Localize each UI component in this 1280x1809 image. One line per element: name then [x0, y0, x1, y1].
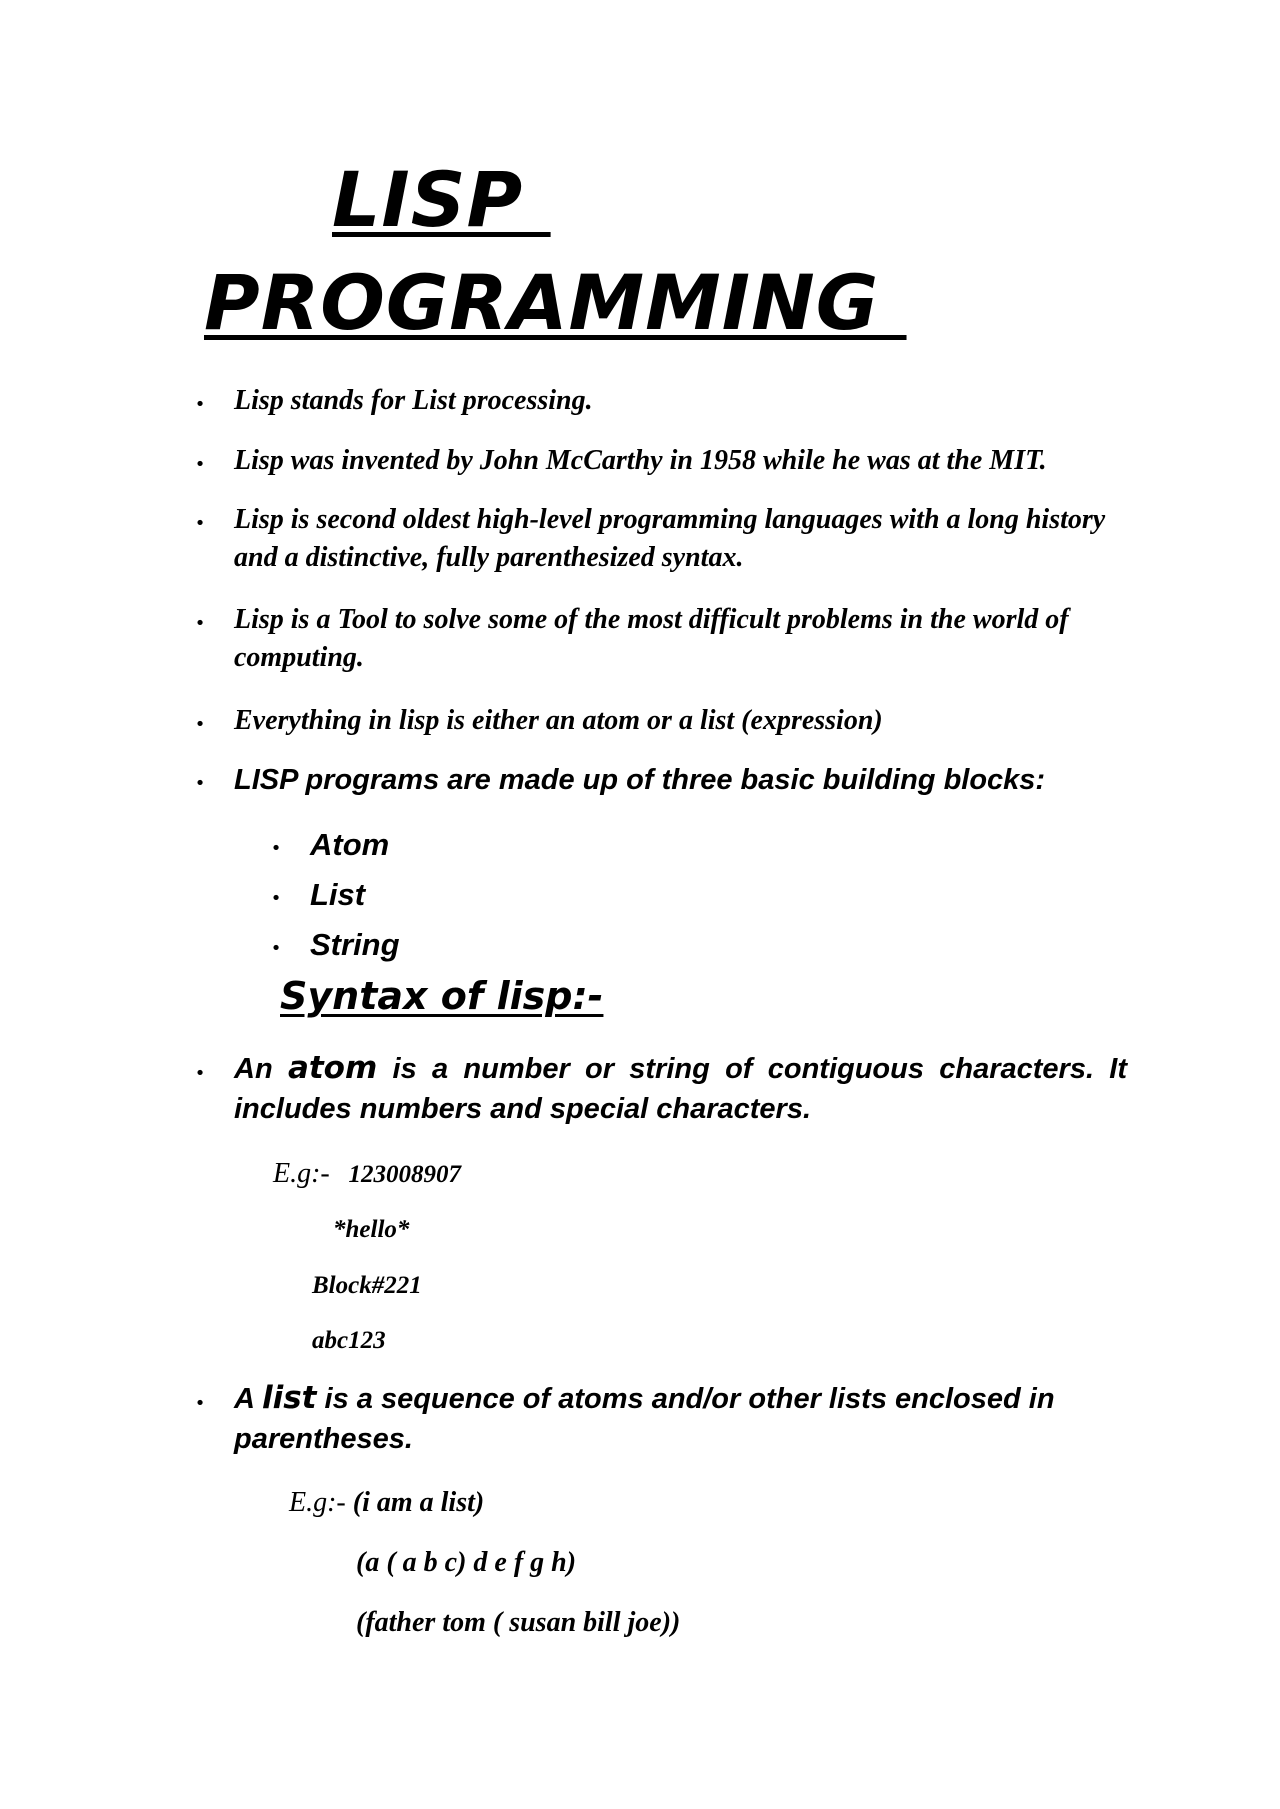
atom-example-2: *hello* [333, 1216, 410, 1243]
atom-example-label: E.g:- [273, 1158, 330, 1189]
atom-term: atom [287, 1050, 378, 1086]
sub-bullet-icon: • [270, 938, 282, 959]
atom-example-value: 123008907 [348, 1161, 462, 1188]
list-example-1 [289, 1485, 484, 1521]
list-def-prefix: A [234, 1383, 262, 1415]
bullet-item-1: Lisp stands for List processing. [234, 385, 593, 416]
building-block-list: List [310, 877, 366, 912]
atom-example-1 [273, 1158, 461, 1191]
title-line-1: LISP [332, 155, 551, 244]
list-def-rest: is a sequence of atoms and/or other lists enclosed in parentheses. [234, 1383, 1055, 1455]
bullet-icon: • [194, 1393, 206, 1414]
list-example-2: (a ( a b c) d e f g h) [356, 1547, 577, 1578]
title-line-2: PROGRAMMING [204, 258, 907, 347]
building-block-string: String [310, 927, 400, 962]
atom-def-prefix: An [234, 1053, 288, 1085]
bullet-item-6: LISP programs are made up of three basic building blocks: [234, 764, 1046, 796]
bullet-icon: • [194, 714, 206, 735]
bullet-icon: • [194, 1063, 206, 1084]
bullet-item-4: Lisp is a Tool to solve some of the most difficult problems in the world of computing. [234, 604, 1069, 673]
bullet-item-2: Lisp was invented by John McCarthy in 1958 while he was at the MIT. [234, 445, 1047, 476]
list-example-3: (father tom ( susan bill joe)) [356, 1607, 681, 1638]
bullet-icon: • [194, 394, 206, 415]
list-term: list [261, 1380, 317, 1416]
sub-bullet-icon: • [270, 838, 282, 859]
bullet-icon: • [194, 773, 206, 794]
list-example-value: (i am a list) [352, 1487, 485, 1518]
atom-example-4: abc123 [312, 1327, 386, 1354]
atom-example-3: Block#221 [312, 1272, 422, 1299]
list-definition [234, 1378, 1127, 1459]
bullet-icon: • [194, 613, 206, 634]
syntax-heading: Syntax of lisp:- [280, 974, 604, 1018]
building-block-atom: Atom [310, 827, 390, 862]
list-example-label: E.g:- [289, 1487, 346, 1518]
bullet-icon: • [194, 454, 206, 475]
bullet-item-5: Everything in lisp is either an atom or a list (expression) [234, 705, 883, 736]
sub-bullet-icon: • [270, 888, 282, 909]
bullet-icon: • [194, 513, 206, 534]
bullet-item-3: Lisp is second oldest high-level programming languages with a long history and a distinctive, fully parenthesized syntax. [234, 504, 1106, 573]
atom-def-rest: is a number or string of contiguous characters. It includes numbers and special characters. [234, 1053, 1128, 1125]
atom-definition [234, 1048, 1127, 1129]
